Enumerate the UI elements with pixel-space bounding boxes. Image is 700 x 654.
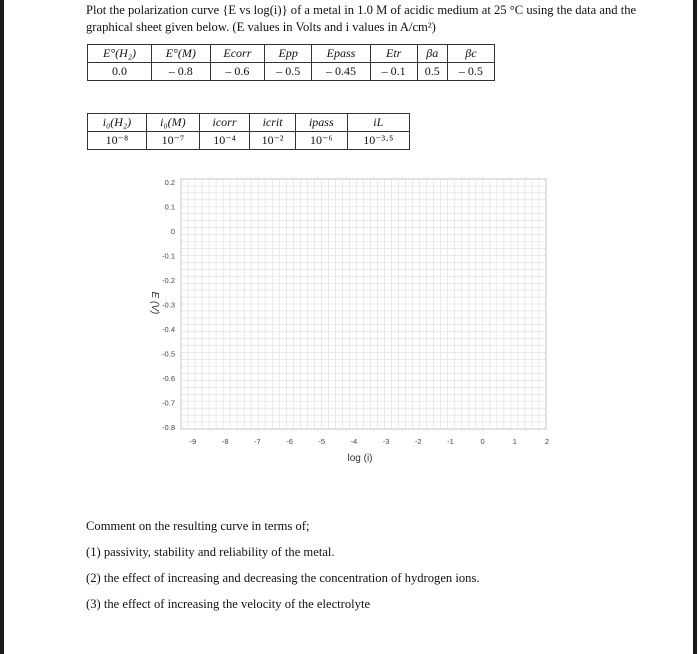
x-tick-label: -5 (318, 437, 326, 446)
table2-cell: 10⁻² (250, 132, 296, 150)
y-tick-label: -0.8 (162, 423, 175, 432)
x-tick-label: -4 (350, 437, 358, 446)
x-tick-label: -2 (414, 437, 422, 446)
page-border-right (693, 0, 697, 654)
table1-header: Ecorr (210, 45, 265, 63)
table1-cell: – 0.5 (265, 63, 312, 81)
table1-cell: – 0.8 (151, 63, 210, 81)
table2-header: i₀(M) (146, 114, 199, 132)
table2-header: i₀(H₂) (88, 114, 147, 132)
table2-header: icorr (199, 114, 249, 132)
questions-block (86, 518, 686, 622)
table2-cell: 10⁻⁸ (88, 132, 147, 150)
current-density-table (87, 113, 410, 150)
table2-cell: 10⁻⁶ (296, 132, 348, 150)
y-tick-label: -0.3 (162, 300, 175, 310)
x-tick-label: -9 (189, 437, 197, 446)
table1-header: Epp (265, 45, 312, 63)
question-item: (2) the effect of increasing and decreasing the concentration of hydrogen ions. (86, 571, 480, 585)
x-tick-label: -6 (286, 437, 293, 446)
y-axis-label: E (V) (149, 291, 160, 315)
table1-cell: – 0.5 (447, 63, 494, 81)
table1-cell: – 0.1 (370, 63, 417, 81)
y-tick-label: 0.1 (164, 202, 175, 212)
x-tick-label: 2 (544, 437, 550, 446)
table1-cell: 0.0 (88, 63, 152, 81)
page-border-left (0, 0, 4, 654)
table1-header: βa (417, 45, 447, 63)
x-tick-label: -1 (447, 437, 454, 446)
question-item: (3) the effect of increasing the velocity of the electrolyte (86, 597, 371, 611)
y-tick-label: 0.2 (164, 178, 175, 187)
table1-cell: – 0.45 (312, 63, 370, 81)
table1-cell: 0.5 (417, 63, 447, 81)
x-tick-label: -7 (254, 437, 261, 446)
table1-header: Epass (312, 45, 370, 63)
table2-header: ipass (296, 114, 348, 132)
graph-paper-grid (181, 179, 546, 429)
x-axis-label: log (i) (347, 453, 373, 464)
y-tick-label: -0.6 (162, 374, 175, 383)
table2-header: iL (347, 114, 409, 132)
x-tick-label: -3 (382, 437, 390, 446)
table1-header: E°(M) (151, 45, 210, 63)
table2-header: icrit (250, 114, 296, 132)
y-tick-label: -0.7 (162, 398, 175, 408)
y-tick-label: -0.4 (162, 325, 175, 334)
table2-cell: 10⁻⁷ (146, 132, 199, 150)
y-tick-label: -0.5 (162, 349, 175, 359)
table1-header: βc (447, 45, 494, 63)
question-item: (1) passivity, stability and reliability of the metal. (86, 545, 335, 559)
potential-table (87, 44, 495, 81)
y-tick-label: -0.2 (162, 276, 175, 285)
intro-paragraph: Plot the polarization curve {E vs log(i)} of a metal in 1.0 M of acidic medium at 25 °C using the data and the graphical sheet given below. (E values in Volts and i values in A/cm²) (86, 3, 637, 34)
table2-cell: 10⁻⁴ (199, 132, 249, 150)
table1-cell: – 0.6 (210, 63, 265, 81)
y-tick-label: -0.1 (162, 251, 175, 261)
table1-header: E°(H₂) (88, 45, 152, 63)
x-tick-label: 1 (512, 437, 517, 446)
x-tick-label: 0 (480, 437, 485, 446)
question-intro: Comment on the resulting curve in terms of; (86, 519, 310, 533)
y-tick-label: 0 (170, 227, 175, 236)
table1-header: Etr (370, 45, 417, 63)
polarization-graph-sheet (130, 165, 560, 475)
table2-cell: 10⁻³·⁵ (347, 132, 409, 150)
x-tick-label: -8 (221, 437, 229, 446)
